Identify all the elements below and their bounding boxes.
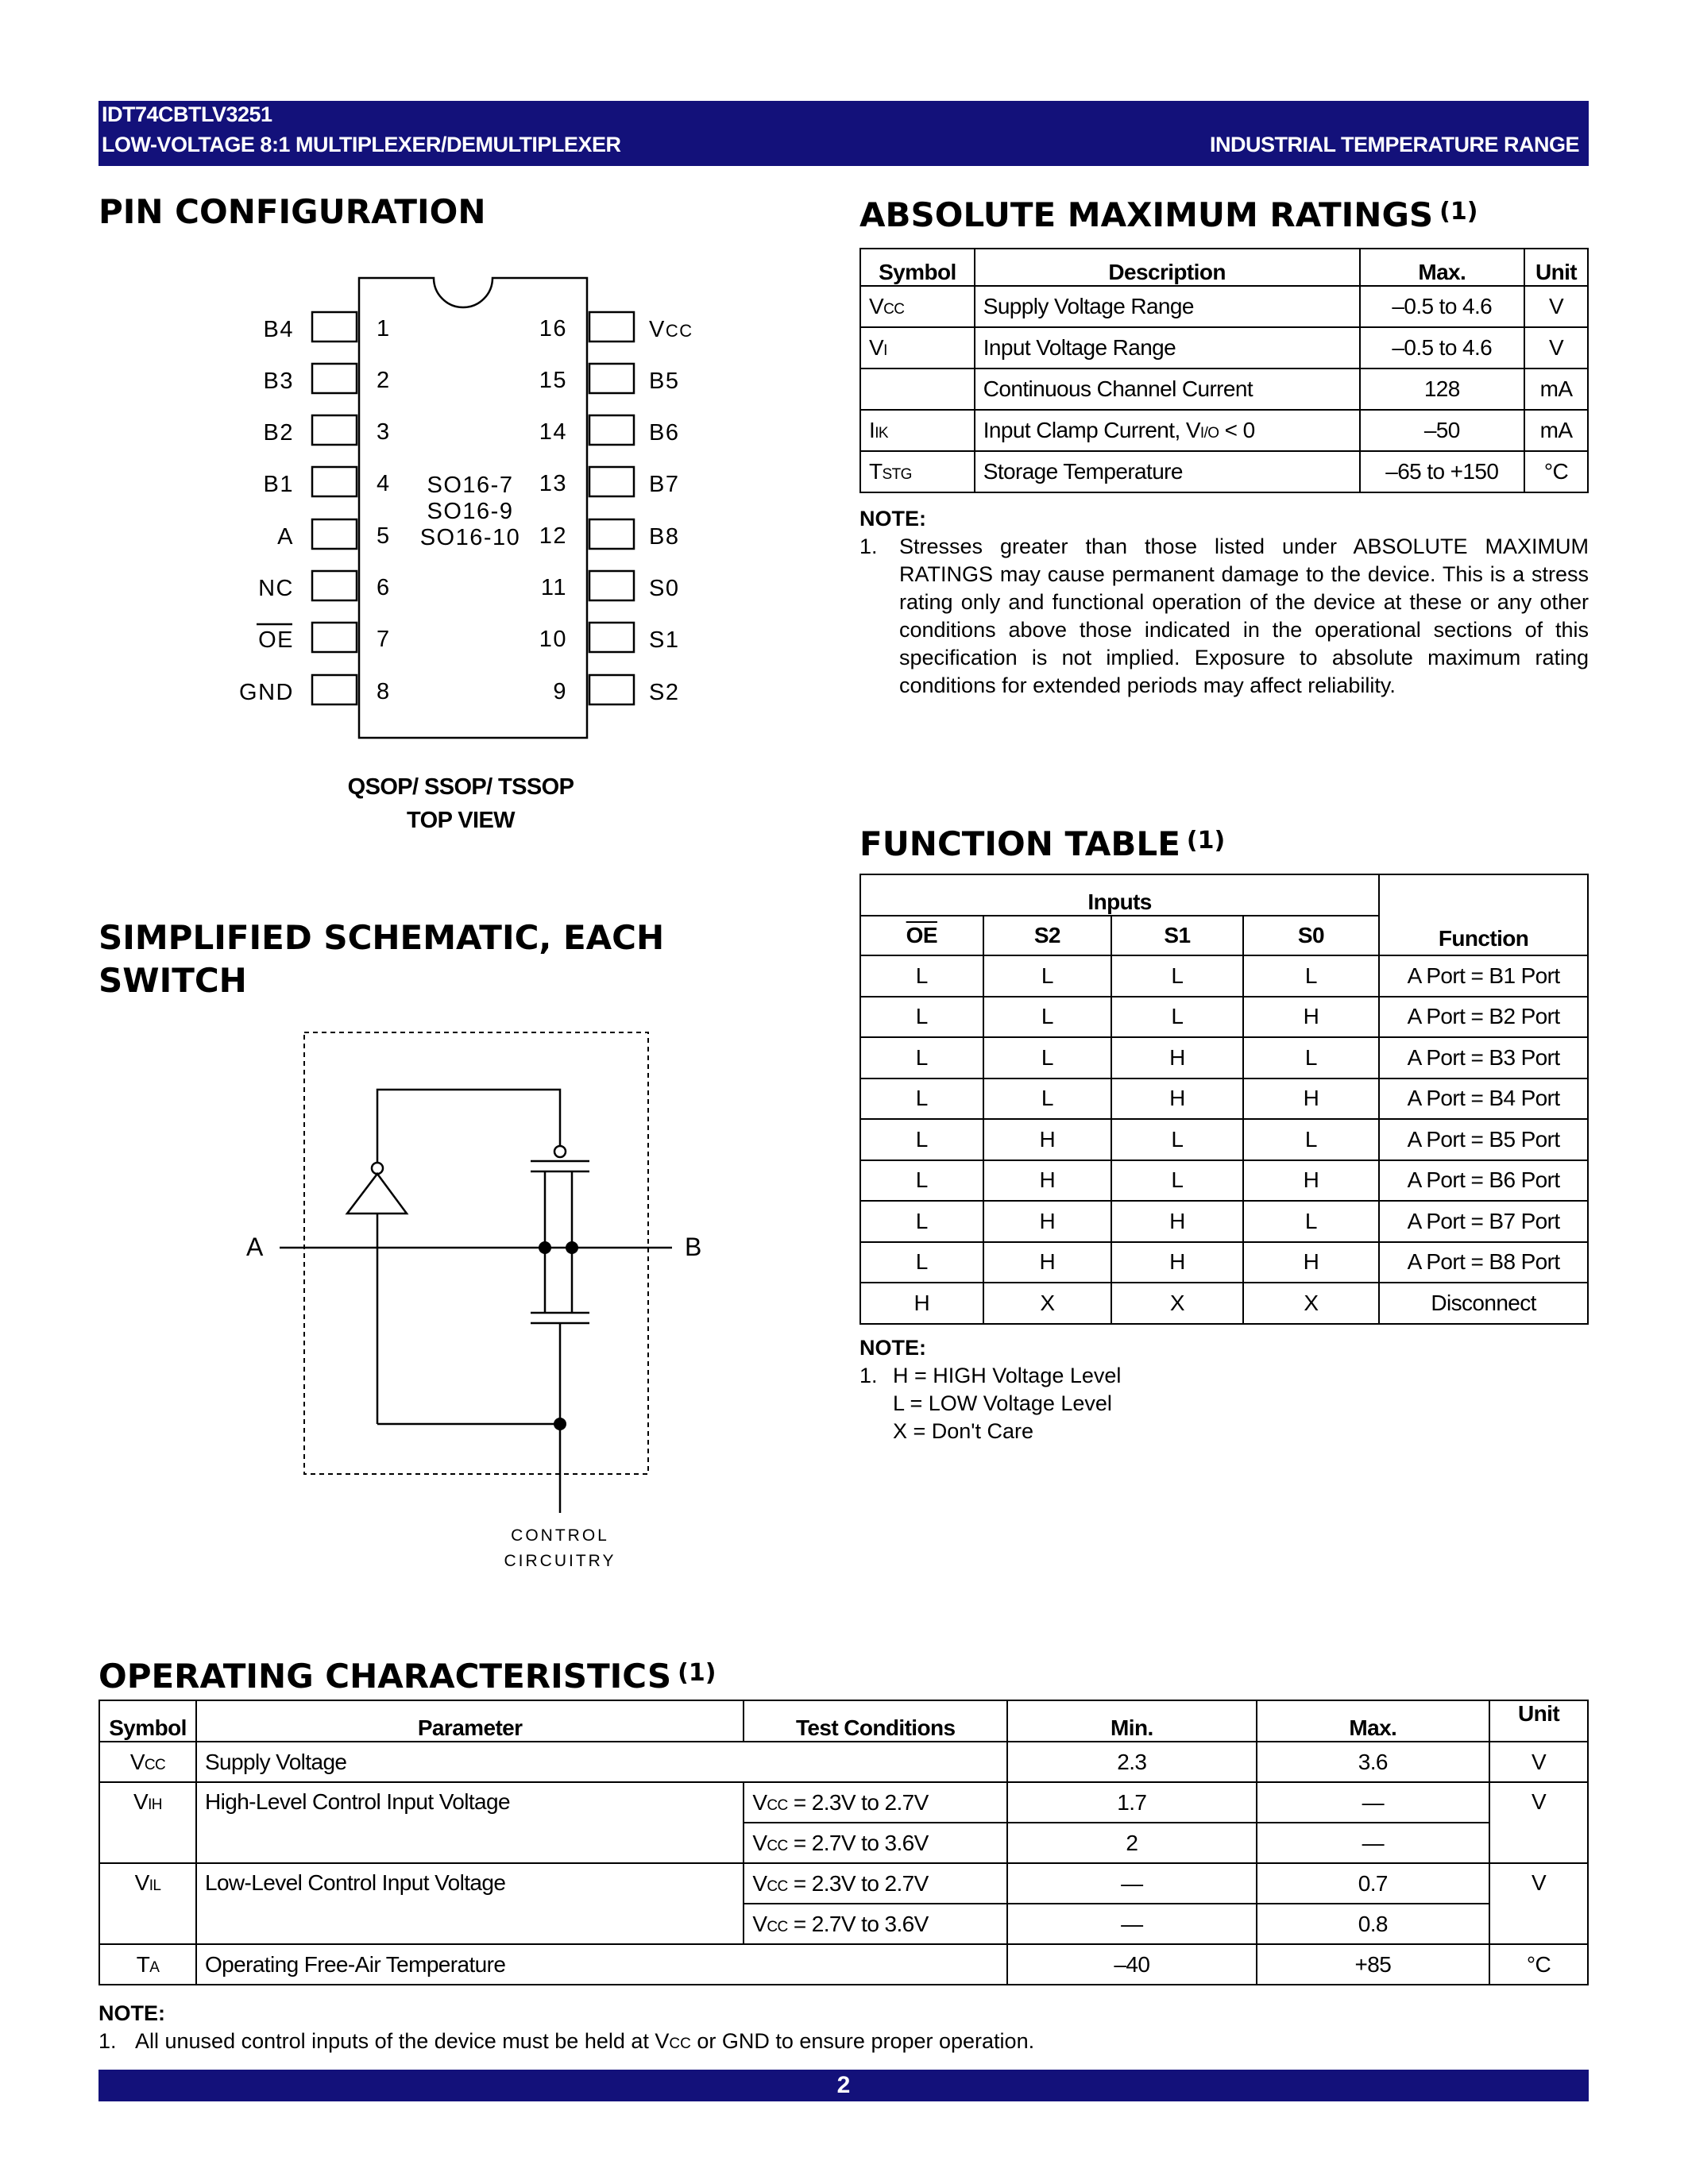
function-table-ref: (1) xyxy=(1186,827,1226,855)
pin-number: 7 xyxy=(377,627,391,652)
table-cell: L xyxy=(860,1037,983,1078)
table-cell: L xyxy=(983,997,1112,1038)
table-cell: H xyxy=(983,1242,1112,1283)
col-s2: S2 xyxy=(983,916,1112,955)
table-cell: L xyxy=(1243,955,1380,997)
table-cell: H xyxy=(1111,1242,1243,1283)
col-symbol: Symbol xyxy=(99,1700,196,1742)
pin-label: B3 xyxy=(263,369,294,394)
pin-number: 14 xyxy=(539,419,567,445)
schematic-heading-line2: SWITCH xyxy=(98,961,247,1000)
pin-number: 12 xyxy=(539,523,567,549)
pin-config-heading: PIN CONFIGURATION xyxy=(98,192,486,231)
table-cell: A Port = B3 Port xyxy=(1379,1037,1588,1078)
schematic-heading-line1: SIMPLIFIED SCHEMATIC, EACH xyxy=(98,918,665,957)
pin-number: 16 xyxy=(539,316,567,341)
col-min: Min. xyxy=(1007,1700,1256,1742)
col-description: Description xyxy=(975,249,1360,286)
operating-heading: OPERATING CHARACTERISTICS $^{(1)}$ xyxy=(98,1657,717,1696)
table-cell: X xyxy=(983,1283,1112,1324)
operating-note: NOTE: 1. All unused control inputs of the device must be held at VCC or GND to ensure proper operation. xyxy=(98,2001,1035,2053)
table-cell: Disconnect xyxy=(1379,1283,1588,1324)
pin-number: 15 xyxy=(539,368,567,393)
pin-pad-left xyxy=(312,467,357,496)
package-caption: QSOP/ SSOP/ TSSOP xyxy=(347,774,574,800)
pin-number: 4 xyxy=(377,471,391,496)
pin-pad-left xyxy=(312,312,357,341)
table-row xyxy=(860,1078,1588,1120)
table-cell: L xyxy=(1243,1037,1380,1078)
pin-pad-left xyxy=(312,571,357,600)
document-title: LOW-VOLTAGE 8:1 MULTIPLEXER/DEMULTIPLEXER xyxy=(102,133,621,156)
table-cell: H xyxy=(1243,997,1380,1038)
table-row: VIH High-Level Control Input Voltage VCC = 2.3V to 2.7V 1.7 — V xyxy=(99,1782,1588,1823)
pin-pad-right xyxy=(589,675,634,704)
table-cell: A Port = B4 Port xyxy=(1379,1078,1588,1120)
table-cell: H xyxy=(1243,1160,1380,1202)
table-cell: L xyxy=(1111,1160,1243,1202)
table-row xyxy=(860,1160,1588,1202)
pin-number: 11 xyxy=(540,575,567,600)
abs-max-table xyxy=(859,248,1589,493)
port-a-label: A xyxy=(246,1233,264,1261)
table-cell: A Port = B5 Port xyxy=(1379,1119,1588,1160)
table-row: Continuous Channel Current 128 mA xyxy=(860,369,1588,410)
pin-label: B4 xyxy=(263,317,294,342)
col-s0: S0 xyxy=(1243,916,1380,955)
col-test-conditions: Test Conditions xyxy=(744,1700,1007,1742)
pin-label: A xyxy=(277,524,294,550)
table-row: VCC = 2.7V to 3.6V 2 — xyxy=(99,1823,1588,1863)
control-label-line1: CONTROL xyxy=(511,1526,609,1545)
table-cell: H xyxy=(983,1160,1112,1202)
gate-bubble xyxy=(554,1146,566,1157)
pin-number: 8 xyxy=(377,679,391,704)
switch-schematic xyxy=(238,1024,715,1580)
pin-label: B1 xyxy=(263,472,294,497)
port-b-label: B xyxy=(685,1233,702,1261)
col-max: Max. xyxy=(1360,249,1525,286)
col-function: Function xyxy=(1379,874,1588,955)
table-row: VCC Supply Voltage Range –0.5 to 4.6 V xyxy=(860,286,1588,327)
col-symbol: Symbol xyxy=(860,249,975,286)
col-unit: Unit xyxy=(1524,249,1588,286)
table-row xyxy=(860,1201,1588,1242)
pin-label: B2 xyxy=(263,420,294,446)
col-parameter: Parameter xyxy=(196,1700,744,1742)
pin-pad-right xyxy=(589,467,634,496)
table-row: IIK Input Clamp Current, VI/O < 0 –50 mA xyxy=(860,410,1588,451)
table-row xyxy=(860,1283,1588,1324)
pin-pad-right xyxy=(589,415,634,445)
table-cell: A Port = B6 Port xyxy=(1379,1160,1588,1202)
table-cell: H xyxy=(1243,1078,1380,1120)
pin-label: S1 xyxy=(649,627,680,653)
inputs-header: Inputs xyxy=(860,874,1379,916)
operating-ref: (1) xyxy=(678,1659,717,1687)
table-cell: X xyxy=(1111,1283,1243,1324)
pin-pad-right xyxy=(589,364,634,393)
pin-label: VCC xyxy=(649,317,693,342)
pin-label: S2 xyxy=(649,680,680,705)
table-cell: L xyxy=(860,1078,983,1120)
pin-number: 13 xyxy=(539,471,567,496)
table-cell: L xyxy=(860,1119,983,1160)
operating-table xyxy=(98,1700,1589,1985)
package-name: SO16-9 xyxy=(427,499,514,524)
table-cell: L xyxy=(1243,1201,1380,1242)
pin-label: S0 xyxy=(649,576,680,601)
table-cell: L xyxy=(983,1037,1112,1078)
table-cell: L xyxy=(1243,1119,1380,1160)
table-row: VIL Low-Level Control Input Voltage VCC = 2.3V to 2.7V — 0.7 V xyxy=(99,1863,1588,1904)
pin-label: GND xyxy=(239,680,294,705)
package-name: SO16-10 xyxy=(419,525,521,550)
col-oe: $\overline{OE}$ xyxy=(906,923,937,947)
table-cell: L xyxy=(860,1242,983,1283)
table-cell: L xyxy=(860,1160,983,1202)
table-row: TSTG Storage Temperature –65 to +150 °C xyxy=(860,451,1588,492)
header-bar xyxy=(98,101,1589,166)
function-table-note: NOTE: 1. H = HIGH Voltage Level L = LOW Voltage Level X = Don't Care xyxy=(859,1336,1122,1443)
table-cell: L xyxy=(1111,955,1243,997)
table-cell: A Port = B7 Port xyxy=(1379,1201,1588,1242)
pin-label: B6 xyxy=(649,420,680,446)
table-cell: L xyxy=(983,1078,1112,1120)
col-max: Max. xyxy=(1257,1700,1490,1742)
pin-pad-left xyxy=(312,364,357,393)
table-cell: H xyxy=(1111,1078,1243,1120)
table-row: VCC Supply Voltage 2.3 3.6 V xyxy=(99,1742,1588,1782)
pin-pad-right xyxy=(589,519,634,549)
table-cell: H xyxy=(983,1201,1112,1242)
inverter-symbol xyxy=(347,1174,407,1214)
pin-number: 6 xyxy=(377,575,391,600)
table-cell: A Port = B8 Port xyxy=(1379,1242,1588,1283)
pin-label: NC xyxy=(258,576,294,601)
col-s1: S1 xyxy=(1111,916,1243,955)
part-number: IDT74CBTLV3251 xyxy=(102,102,272,126)
schematic-boundary xyxy=(304,1032,648,1474)
pin-number: 3 xyxy=(377,419,391,445)
table-cell: L xyxy=(860,1201,983,1242)
pin-label: B7 xyxy=(649,472,680,497)
pin-pad-left xyxy=(312,415,357,445)
pin-pad-right xyxy=(589,571,634,600)
table-cell: L xyxy=(1111,1119,1243,1160)
table-cell: A Port = B1 Port xyxy=(1379,955,1588,997)
page-number: 2 xyxy=(836,2072,851,2098)
function-table xyxy=(859,874,1589,1325)
table-cell: H xyxy=(983,1119,1112,1160)
pin-pad-left xyxy=(312,623,357,652)
table-cell: H xyxy=(1111,1201,1243,1242)
table-row: TA Operating Free-Air Temperature –40 +85 °C xyxy=(99,1944,1588,1985)
view-caption: TOP VIEW xyxy=(407,808,515,833)
abs-max-note: NOTE: 1. Stresses greater than those listed under ABSOLUTE MAXIMUM RATINGS may cause permanent damage to the device. This is a stress rating only and functional operation of the device at these or any other conditions above those indicated in the operational sections of this specification is not implied. Exposure to absolute maximum rating conditions for extended periods may affect reliability. xyxy=(859,507,1589,697)
control-label-line2: CIRCUITRY xyxy=(504,1552,616,1570)
table-cell: L xyxy=(1111,997,1243,1038)
table-row: VI Input Voltage Range –0.5 to 4.6 V xyxy=(860,327,1588,369)
table-cell: H xyxy=(1243,1242,1380,1283)
abs-max-heading: ABSOLUTE MAXIMUM RATINGS $^{(1)}$ xyxy=(859,195,1478,234)
table-cell: H xyxy=(860,1283,983,1324)
table-cell: L xyxy=(860,997,983,1038)
pin-number: 9 xyxy=(553,679,567,704)
pin-diagram xyxy=(222,270,731,747)
table-cell: L xyxy=(983,955,1112,997)
pin-pad-left xyxy=(312,675,357,704)
pin-number: 2 xyxy=(377,368,391,393)
inverter-bubble xyxy=(372,1163,383,1174)
package-name: SO16-7 xyxy=(427,473,514,498)
pin-pad-right xyxy=(589,312,634,341)
pin-number: 5 xyxy=(377,523,391,549)
function-table-heading: FUNCTION TABLE $^{(1)}$ xyxy=(859,824,1226,863)
pin-label: B8 xyxy=(649,524,680,550)
abs-max-ref: (1) xyxy=(1439,198,1478,226)
footer-bar xyxy=(98,2070,1589,2101)
pin-number: 10 xyxy=(539,627,567,652)
table-cell: X xyxy=(1243,1283,1380,1324)
pin-label: B5 xyxy=(649,369,680,394)
table-row xyxy=(860,1119,1588,1160)
temperature-range: INDUSTRIAL TEMPERATURE RANGE xyxy=(1209,133,1579,156)
pin-pad-left xyxy=(312,519,357,549)
table-row xyxy=(860,997,1588,1038)
pin-pad-right xyxy=(589,623,634,652)
table-row xyxy=(860,955,1588,997)
table-cell: A Port = B2 Port xyxy=(1379,997,1588,1038)
table-row: VCC = 2.7V to 3.6V — 0.8 xyxy=(99,1904,1588,1944)
table-row xyxy=(860,1242,1588,1283)
pin-number: 1 xyxy=(377,316,391,341)
pin-label: OE xyxy=(258,627,294,653)
col-unit: Unit xyxy=(1489,1700,1588,1742)
table-cell: H xyxy=(1111,1037,1243,1078)
table-row xyxy=(860,1037,1588,1078)
table-cell: L xyxy=(860,955,983,997)
